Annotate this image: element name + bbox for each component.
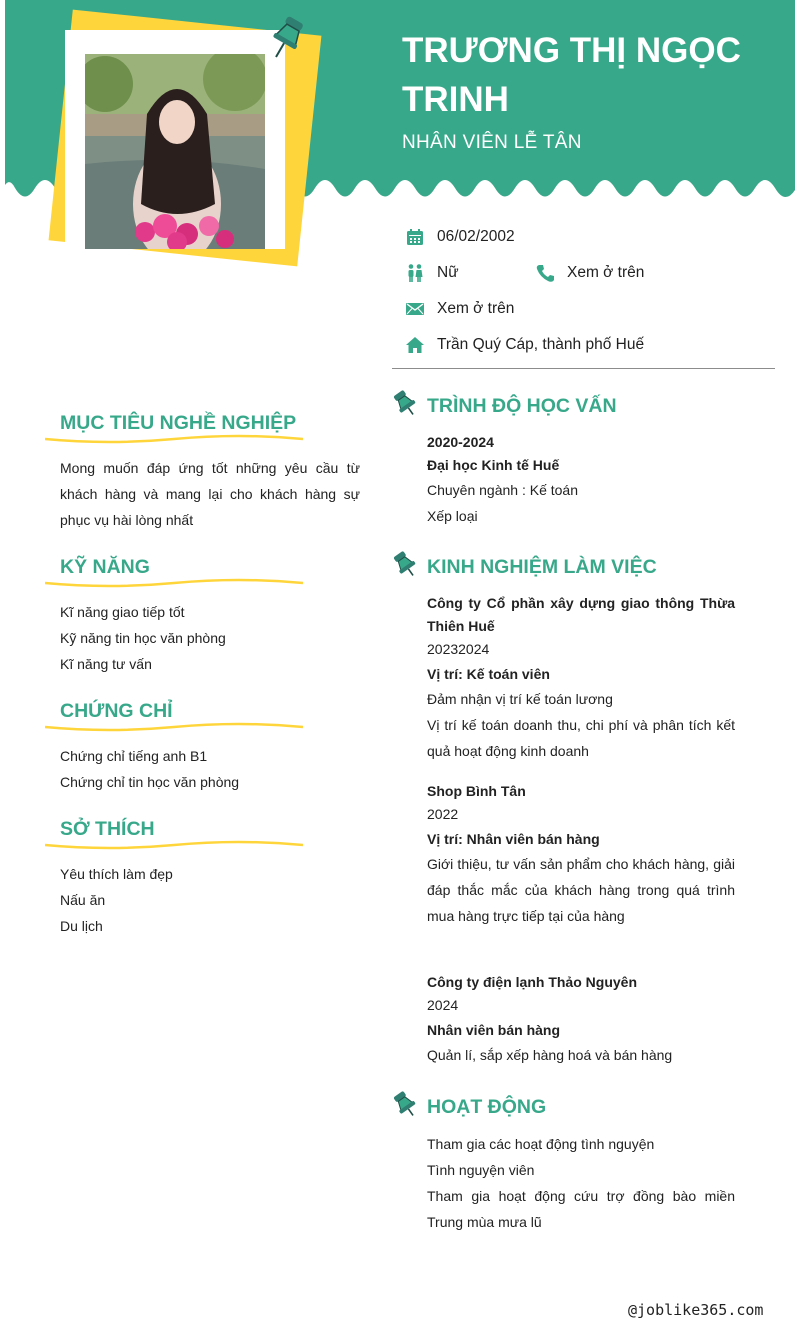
job-period: 2024 (427, 997, 459, 1013)
experience-job-2 (427, 780, 735, 929)
experience-job-3 (427, 971, 735, 1068)
home-icon (405, 335, 425, 355)
list-item: Kĩ năng tư vấn (60, 656, 152, 672)
skills-underline (45, 577, 303, 589)
pushpin-icon (392, 1090, 418, 1118)
calendar-icon (405, 227, 425, 247)
objective-underline (45, 433, 303, 445)
profile-photo (85, 54, 265, 249)
candidate-name: TRƯƠNG THỊ NGỌC TRINH (402, 31, 741, 119)
objective-heading: MỤC TIÊU NGHỀ NGHIỆP (60, 412, 297, 434)
list-item: Tham gia các hoạt động tình nguyện (427, 1136, 655, 1152)
education-period: 2020-2024 (427, 434, 494, 450)
experience-heading: KINH NGHIỆM LÀM VIỆC (427, 556, 657, 578)
gender-icon (405, 263, 425, 283)
education-entry (427, 431, 735, 529)
job-title: NHÂN VIÊN LỄ TÂN (402, 132, 582, 153)
job-position: Nhân viên bán hàng (427, 1022, 561, 1038)
gender-text: Nữ (437, 264, 459, 281)
certificates-list (60, 743, 360, 795)
list-item: Kĩ năng giao tiếp tốt (60, 604, 185, 620)
footer-watermark: @joblike365.com (628, 1301, 764, 1319)
list-item: Chứng chỉ tin học văn phòng (60, 774, 240, 790)
certificates-underline (45, 721, 303, 733)
list-item: Nấu ăn (60, 892, 106, 908)
job-position: Vị trí: Nhân viên bán hàng (427, 831, 600, 847)
hobbies-list (60, 861, 360, 939)
phone-text: Xem ở trên (567, 264, 645, 281)
address-text: Trần Quý Cáp, thành phố Huế (437, 336, 645, 353)
list-item: Kỹ năng tin học văn phòng (60, 630, 226, 646)
education-heading: TRÌNH ĐỘ HỌC VẤN (427, 395, 617, 417)
skills-list (60, 599, 360, 677)
birthday-text: 06/02/2002 (437, 228, 515, 245)
objective-text (60, 455, 360, 533)
skills-heading: KỸ NĂNG (60, 556, 150, 578)
certificates-heading: CHỨNG CHỈ (60, 700, 173, 722)
job-period: 2022 (427, 806, 459, 822)
job-detail: Giới thiệu, tư vấn sản phẩm cho khách hàng, giải đáp thắc mắc của khách hàng trong quá trình mua hàng trực tiếp tại của hàng (427, 856, 735, 924)
list-item: Du lịch (60, 918, 103, 934)
hobbies-heading: SỞ THÍCH (60, 818, 155, 840)
job-detail: Đảm nhận vị trí kế toán lương (427, 691, 613, 707)
pushpin-icon (266, 14, 308, 62)
list-item: Tham gia hoạt động cứu trợ đồng bào miền Trung mùa mưa lũ (427, 1188, 735, 1230)
hobbies-underline (45, 839, 303, 851)
list-item: Tình nguyện viên (427, 1162, 535, 1178)
education-school: Đại học Kinh tế Huế (427, 457, 560, 473)
phone-icon (535, 263, 555, 283)
job-company: Công ty Cổ phần xây dựng giao thông Thừa Thiên Huế (427, 595, 735, 634)
email-text: Xem ở trên (437, 300, 515, 317)
job-position: Vị trí: Kế toán viên (427, 666, 550, 682)
education-rank: Xếp loại (427, 508, 478, 524)
pushpin-icon (392, 550, 418, 578)
activities-heading: HOẠT ĐỘNG (427, 1096, 547, 1118)
objective-paragraph: Mong muốn đáp ứng tốt những yêu cầu từ khách hàng và mang lại cho khách hàng sự phục vụ hài lòng nhất (60, 460, 360, 528)
pushpin-icon (392, 389, 418, 417)
profile-photo-card (0, 0, 320, 290)
job-detail: Vị trí kế toán doanh thu, chi phí và phân tích kết quả hoạt động kinh doanh (427, 717, 735, 759)
job-company: Shop Bình Tân (427, 783, 526, 799)
education-major: Chuyên ngành : Kế toán (427, 482, 579, 498)
experience-job-1 (427, 592, 735, 764)
list-item: Chứng chỉ tiếng anh B1 (60, 748, 208, 764)
contact-divider (392, 368, 775, 369)
job-period: 20232024 (427, 641, 490, 657)
job-detail: Quản lí, sắp xếp hàng hoá và bán hàng (427, 1047, 673, 1063)
job-company: Công ty điện lạnh Thảo Nguyên (427, 974, 637, 990)
list-item: Yêu thích làm đẹp (60, 866, 173, 882)
activities-list (427, 1131, 735, 1235)
envelope-icon (405, 299, 425, 319)
